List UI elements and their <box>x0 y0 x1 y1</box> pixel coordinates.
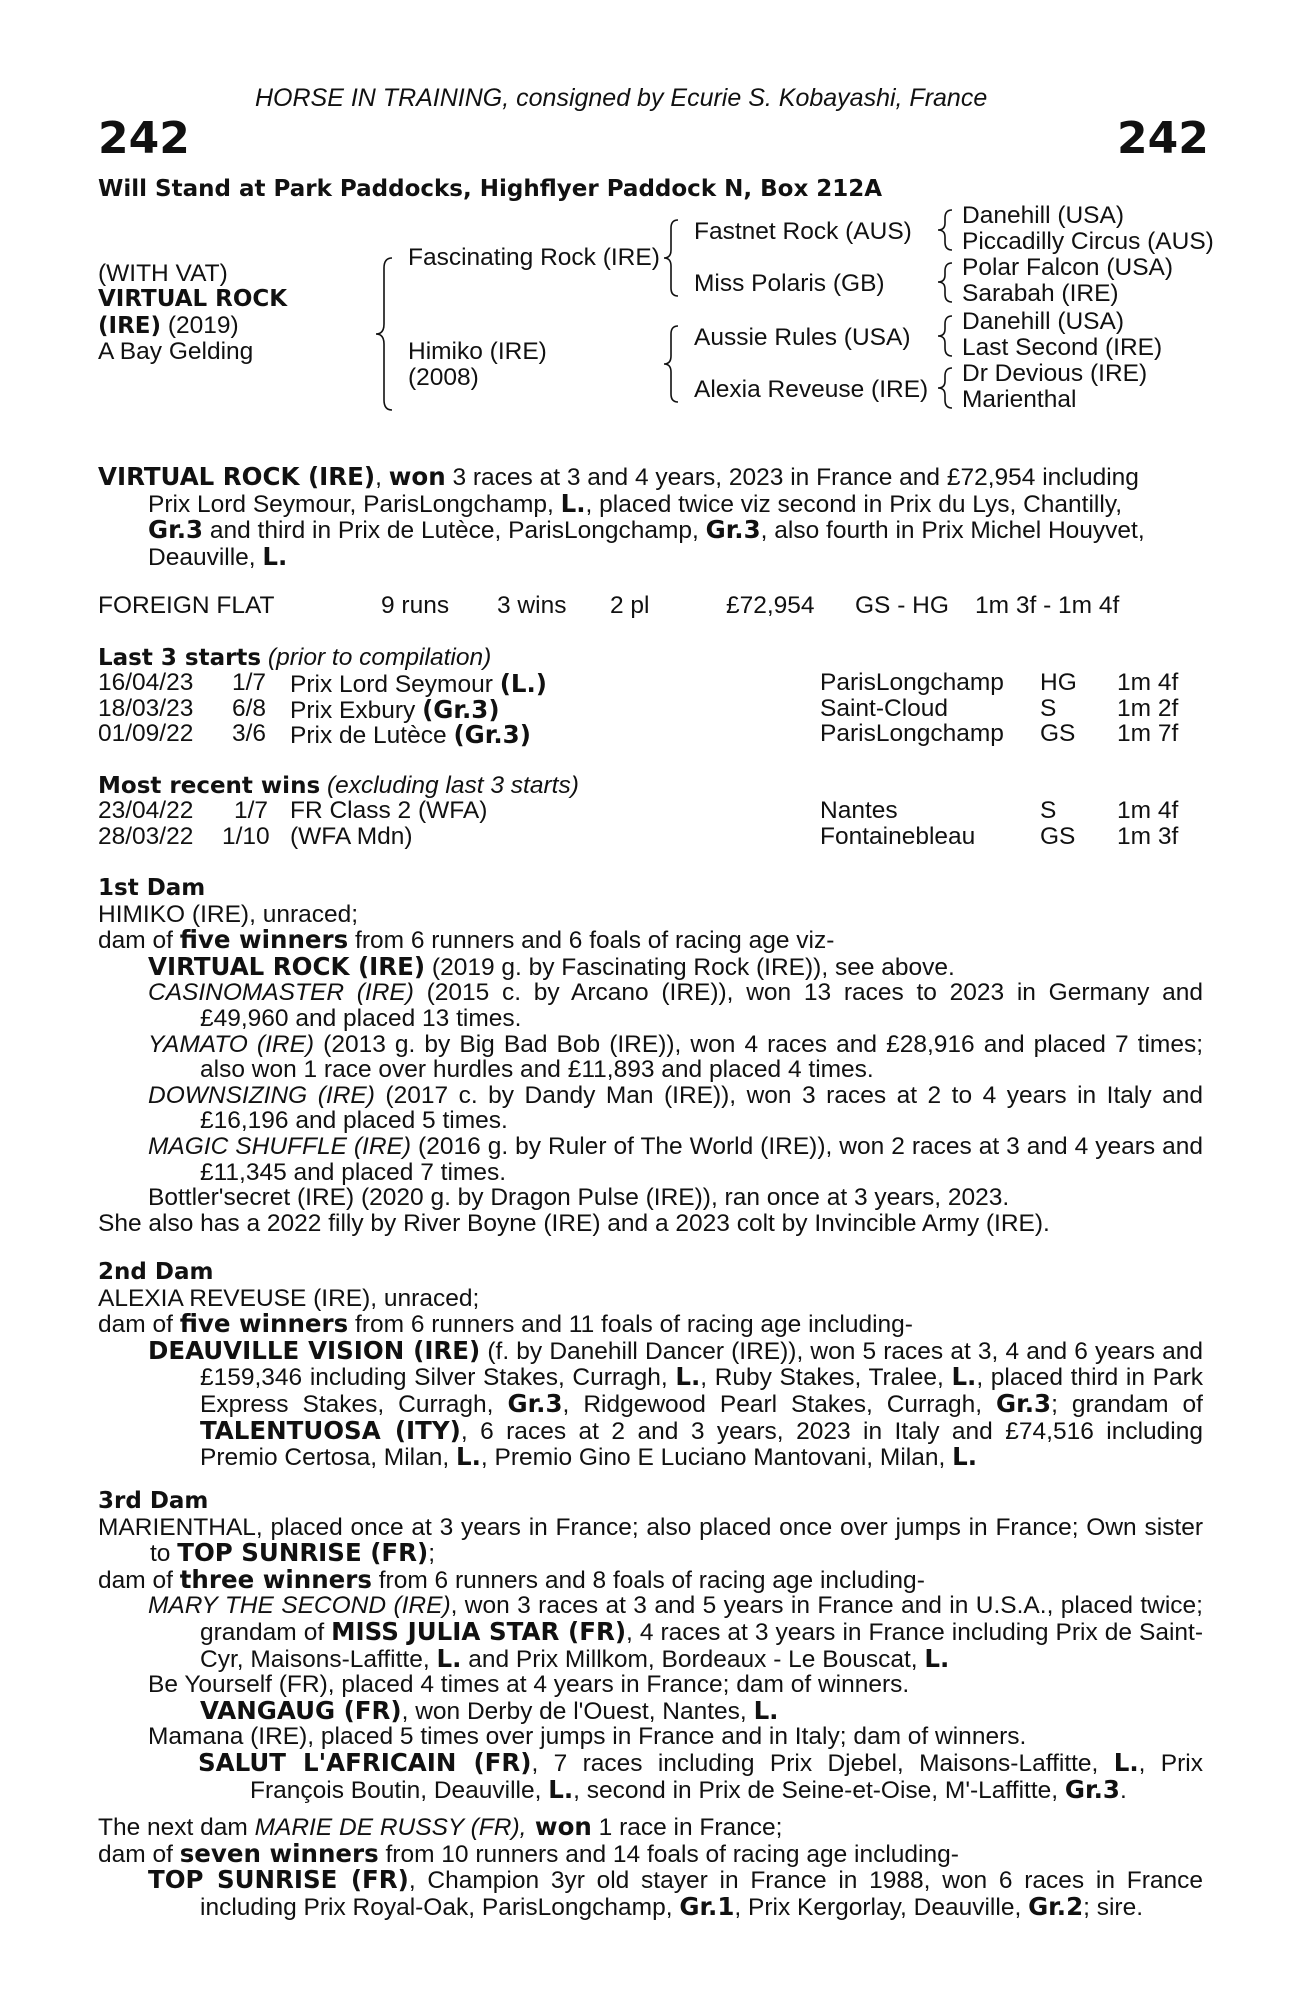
cell-race: Prix Lord Seymour (L.) <box>290 669 548 698</box>
horse-name-suffix-year: (IRE) (2019) <box>98 312 239 339</box>
sire-sire: Fastnet Rock (AUS) <box>694 218 912 245</box>
cell-date: 16/04/23 <box>98 669 194 696</box>
last-starts-heading: Last 3 starts (prior to compilation) <box>98 644 492 671</box>
cell-going: S <box>1040 797 1057 824</box>
results-row <box>98 720 1218 749</box>
cell-date: 28/03/22 <box>98 822 194 850</box>
first-dam-section: 1st Dam HIMIKO (IRE), unraced; dam of five winners from 6 runners and 6 foals of racing age viz- VIRTUAL ROCK (IRE) (2019 g. by Fascinating Rock (IRE)), see above. CASINOMASTER (IRE) (2015 c. by Arcano (IRE)), won 13 races to 2023 in Germany and £49,960 and placed 13 times. YAMATO (IRE) (2013 g. by Big Bad Bob (IRE)), won 4 races and £28,916 and placed 7 times; also won 1 race over hurdles and £11,893 and placed 4 times. DOWNSIZING (IRE) (2017 c. by Dandy Man (IRE)), won 3 races at 2 to 4 years in Italy and £16,196 and placed 5 times. MAGIC SHUFFLE (IRE) (2016 g. by Ruler of The World (IRE)), won 2 races at 3 and 4 years and £11,345 and placed 7 times. Bottler'secret (IRE) (2020 g. by Dragon Pulse (IRE)), ran once at 3 years, 2023. She also has a 2022 filly by River Boyne (IRE) and a 2023 colt by Invincible Army (IRE). <box>98 875 1204 1237</box>
sire: Fascinating Rock (IRE) <box>408 244 660 271</box>
second-dam-section: 2nd Dam ALEXIA REVEUSE (IRE), unraced; dam of five winners from 6 runners and 11 foals of racing age including- DEAUVILLE VISION (IRE) (f. by Danehill Dancer (IRE)), won 5 races at 3, 4 and 6 years and £159,346 including Silver Stakes, Curragh, L., Ruby Stakes, Tralee, L., placed third in Park Express Stakes, Curragh, Gr.3, Ridgewood Pearl Stakes, Curragh, Gr.3; grandam of TALENTUOSA (ITY), 6 races at 2 and 3 years, 2023 in Italy and £74,516 including Premio Certosa, Milan, L., Premio Gino E Luciano Mantovani, Milan, L. <box>98 1259 1204 1472</box>
ancestor-4: Sarabah (IRE) <box>962 280 1119 307</box>
cell-course: ParisLongchamp <box>820 720 1004 747</box>
results-row <box>98 669 1218 698</box>
cell-going: S <box>1040 694 1057 722</box>
horse-name: VIRTUAL ROCK <box>98 286 288 312</box>
cell-dist: 1m 2f <box>1117 694 1179 722</box>
cell-race: FR Class 2 (WFA) <box>290 797 488 824</box>
ancestor-6: Last Second (IRE) <box>962 334 1163 361</box>
ancestor-7: Dr Devious (IRE) <box>962 360 1148 387</box>
third-dam-section: 3rd Dam MARIENTHAL, placed once at 3 years in France; also placed once over jumps in France; Own sister to TOP SUNRISE (FR); dam of three winners from 6 runners and 8 foals of racing age including- MARY THE SECOND (IRE), won 3 races at 3 and 5 years in France and in U.S.A., placed twice; grandam of MISS JULIA STAR (FR), 4 races at 3 years in France including Prix de Saint-Cyr, Maisons-Laffitte, L. and Prix Millkom, Bordeaux - Le Bouscat, L. Be Yourself (FR), placed 4 times at 4 years in France; dam of winners. VANGAUG (FR), won Derby de l'Ouest, Nantes, L. Mamana (IRE), placed 5 times over jumps in France and in Italy; dam of winners. SALUT L'AFRICAIN (FR), 7 races including Prix Djebel, Maisons-Laffitte, L., Prix François Boutin, Deauville, L., second in Prix de Seine-et-Oise, M'-Laffitte, Gr.3. <box>98 1488 1203 1804</box>
recent-wins-heading: Most recent wins (excluding last 3 starts) <box>98 772 579 799</box>
cell-dist: 1m 4f <box>1117 669 1179 696</box>
results-row <box>98 797 1218 822</box>
cell-dist: 1m 7f <box>1117 720 1179 747</box>
dam-year: (2008) <box>408 364 479 391</box>
cell-date: 23/04/22 <box>98 797 194 824</box>
results-row <box>98 694 1218 724</box>
results-row <box>98 823 1218 848</box>
cell-going: GS <box>1040 822 1076 850</box>
cell-date: 01/09/22 <box>98 720 194 747</box>
vat-label: (WITH VAT) <box>98 260 228 287</box>
third-dam-heading: 3rd Dam <box>98 1488 209 1514</box>
cell-course: Nantes <box>820 797 898 824</box>
lot-number-right: 242 <box>1117 113 1209 164</box>
ancestor-5: Danehill (USA) <box>962 308 1125 335</box>
first-dam-heading: 1st Dam <box>98 875 206 901</box>
lot-number-left: 242 <box>98 113 190 164</box>
cell-pos: 1/7 <box>232 669 267 696</box>
dam: Himiko (IRE) <box>408 338 547 365</box>
cell-going: GS <box>1040 720 1076 747</box>
cell-race: Prix de Lutèce (Gr.3) <box>290 720 531 749</box>
race-record: FOREIGN FLAT 9 runs 3 wins 2 pl £72,954 GS - HG 1m 3f - 1m 4f <box>98 592 1120 619</box>
cell-course: Saint-Cloud <box>820 694 949 722</box>
cell-pos: 6/8 <box>232 694 267 722</box>
cell-date: 18/03/23 <box>98 694 194 722</box>
ancestor-2: Piccadilly Circus (AUS) <box>962 228 1214 255</box>
pedigree-table <box>0 202 1314 426</box>
cell-dist: 1m 4f <box>1117 797 1179 824</box>
ancestor-1: Danehill (USA) <box>962 202 1125 229</box>
ancestor-8: Marienthal <box>962 386 1077 413</box>
cell-pos: 3/6 <box>232 720 267 747</box>
sire-dam: Miss Polaris (GB) <box>694 270 885 297</box>
cell-pos: 1/10 <box>222 822 270 850</box>
cell-dist: 1m 3f <box>1117 822 1179 850</box>
cell-pos: 1/7 <box>234 797 269 824</box>
race-summary: VIRTUAL ROCK (IRE), won 3 races at 3 and 4 years, 2023 in France and £72,954 including Prix Lord Seymour, ParisLongchamp, L., placed twice viz second in Prix du Lys, Chantilly, Gr.3 and third in Prix de Lutèce, ParisLongchamp, Gr.3, also fourth in Prix Michel Houyvet, Deauville, L. <box>98 462 1145 571</box>
dam-sire: Aussie Rules (USA) <box>694 324 911 351</box>
page-title: HORSE IN TRAINING, consigned by Ecurie S. Kobayashi, France <box>255 84 988 112</box>
dam-dam: Alexia Reveuse (IRE) <box>694 376 929 403</box>
stand-location: Will Stand at Park Paddocks, Highflyer Paddock N, Box 212A <box>98 176 883 202</box>
next-dam-section: The next dam MARIE DE RUSSY (FR), won 1 race in France; dam of seven winners from 10 runners and 14 foals of racing age including- TOP SUNRISE (FR), Champion 3yr old stayer in France in 1988, won 6 races in France including Prix Royal-Oak, ParisLongchamp, Gr.1, Prix Kergorlay, Deauville, Gr.2; sire. <box>98 1812 1203 1921</box>
cell-race: Prix Exbury (Gr.3) <box>290 694 500 724</box>
cell-course: ParisLongchamp <box>820 669 1004 696</box>
cell-course: Fontainebleau <box>820 822 976 850</box>
cell-going: HG <box>1040 669 1077 696</box>
horse-description: A Bay Gelding <box>98 338 254 365</box>
cell-race: (WFA Mdn) <box>290 822 413 850</box>
second-dam-heading: 2nd Dam <box>98 1259 214 1285</box>
ancestor-3: Polar Falcon (USA) <box>962 254 1174 281</box>
